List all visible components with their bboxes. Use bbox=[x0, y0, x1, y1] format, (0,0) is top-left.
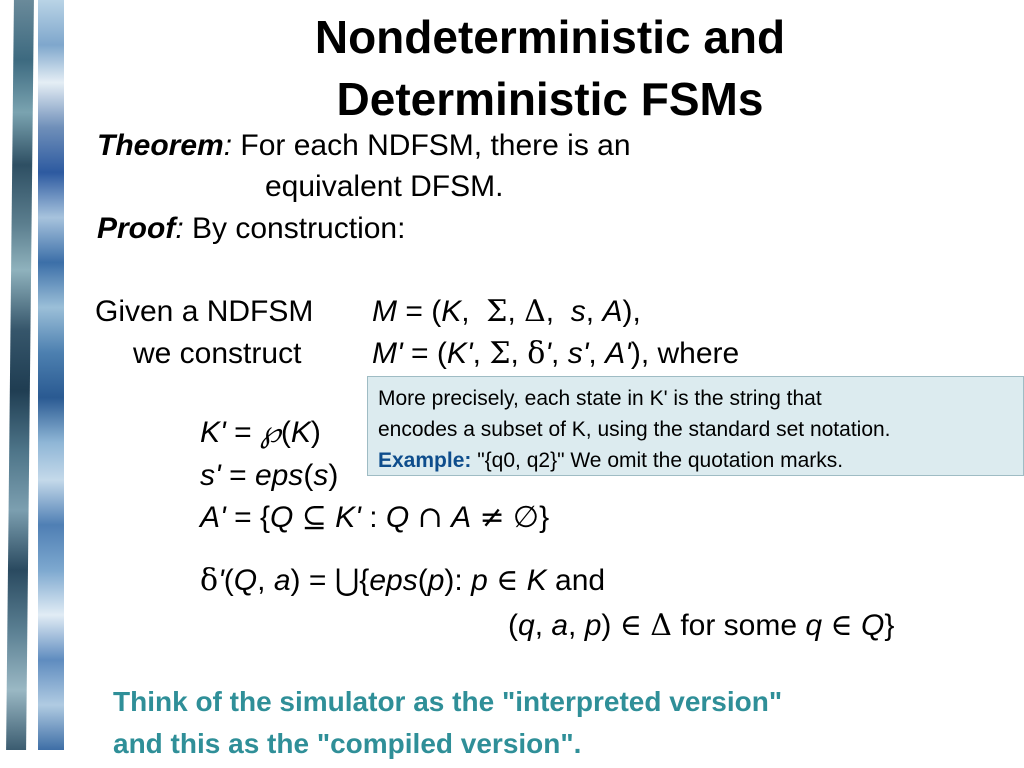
given-label: Given a NDFSM bbox=[95, 295, 314, 328]
proof-text: By construction: bbox=[192, 212, 406, 245]
where-text: , where bbox=[640, 337, 740, 370]
example-label: Example: bbox=[378, 449, 472, 472]
formula-s-prime: s' = eps(s) bbox=[200, 459, 339, 492]
formula-k-prime: K' = ℘(K) bbox=[200, 415, 321, 450]
footer-line-2: and this as the "compiled version". bbox=[113, 728, 582, 759]
decorative-right-strip bbox=[38, 0, 64, 750]
theorem-label: Theorem bbox=[97, 129, 224, 162]
theorem-text: For each NDFSM, there is an bbox=[240, 129, 631, 162]
formula-a-prime: A' = {Q ⊆ K' : Q ∩ A ≠ ∅} bbox=[200, 500, 550, 535]
slide-title-line-1: Nondeterministic and bbox=[314, 11, 786, 63]
note-example bbox=[378, 445, 1013, 476]
slide-title-line-2: Deterministic FSMs bbox=[336, 73, 764, 125]
example-text: "{q0, q2}" We omit the quotation marks. bbox=[471, 449, 844, 472]
decorative-left-strip bbox=[6, 0, 34, 750]
proof-label: Proof bbox=[97, 212, 176, 245]
formula-delta-condition: (q, a, p) ∈ Δ for some q ∈ Q} bbox=[508, 608, 895, 643]
dfsm-tuple: M' = (K', Σ, δ', s', A'), where bbox=[372, 336, 740, 371]
note-line-2: encodes a subset of K, using the standard set notation. bbox=[378, 418, 891, 441]
and-text: and bbox=[555, 564, 606, 597]
theorem-text-continued: equivalent DFSM. bbox=[265, 170, 504, 203]
theorem-statement: Theorem: For each NDFSM, there is an bbox=[97, 129, 631, 162]
proof-statement: Proof: By construction: bbox=[97, 212, 406, 245]
formula-delta-prime: δ'(Q, a) = ⋃{eps(p): p ∈ K and bbox=[200, 563, 606, 598]
ndfsm-tuple: M = (K, Σ, Δ, s, A), bbox=[372, 294, 641, 329]
note-box bbox=[367, 376, 1024, 476]
footer-line-1: Think of the simulator as the "interpreted version" bbox=[113, 686, 783, 717]
construct-label: we construct bbox=[133, 337, 302, 370]
for-some-text: for some bbox=[680, 609, 798, 642]
note-line-1: More precisely, each state in K' is the string that bbox=[378, 387, 822, 410]
